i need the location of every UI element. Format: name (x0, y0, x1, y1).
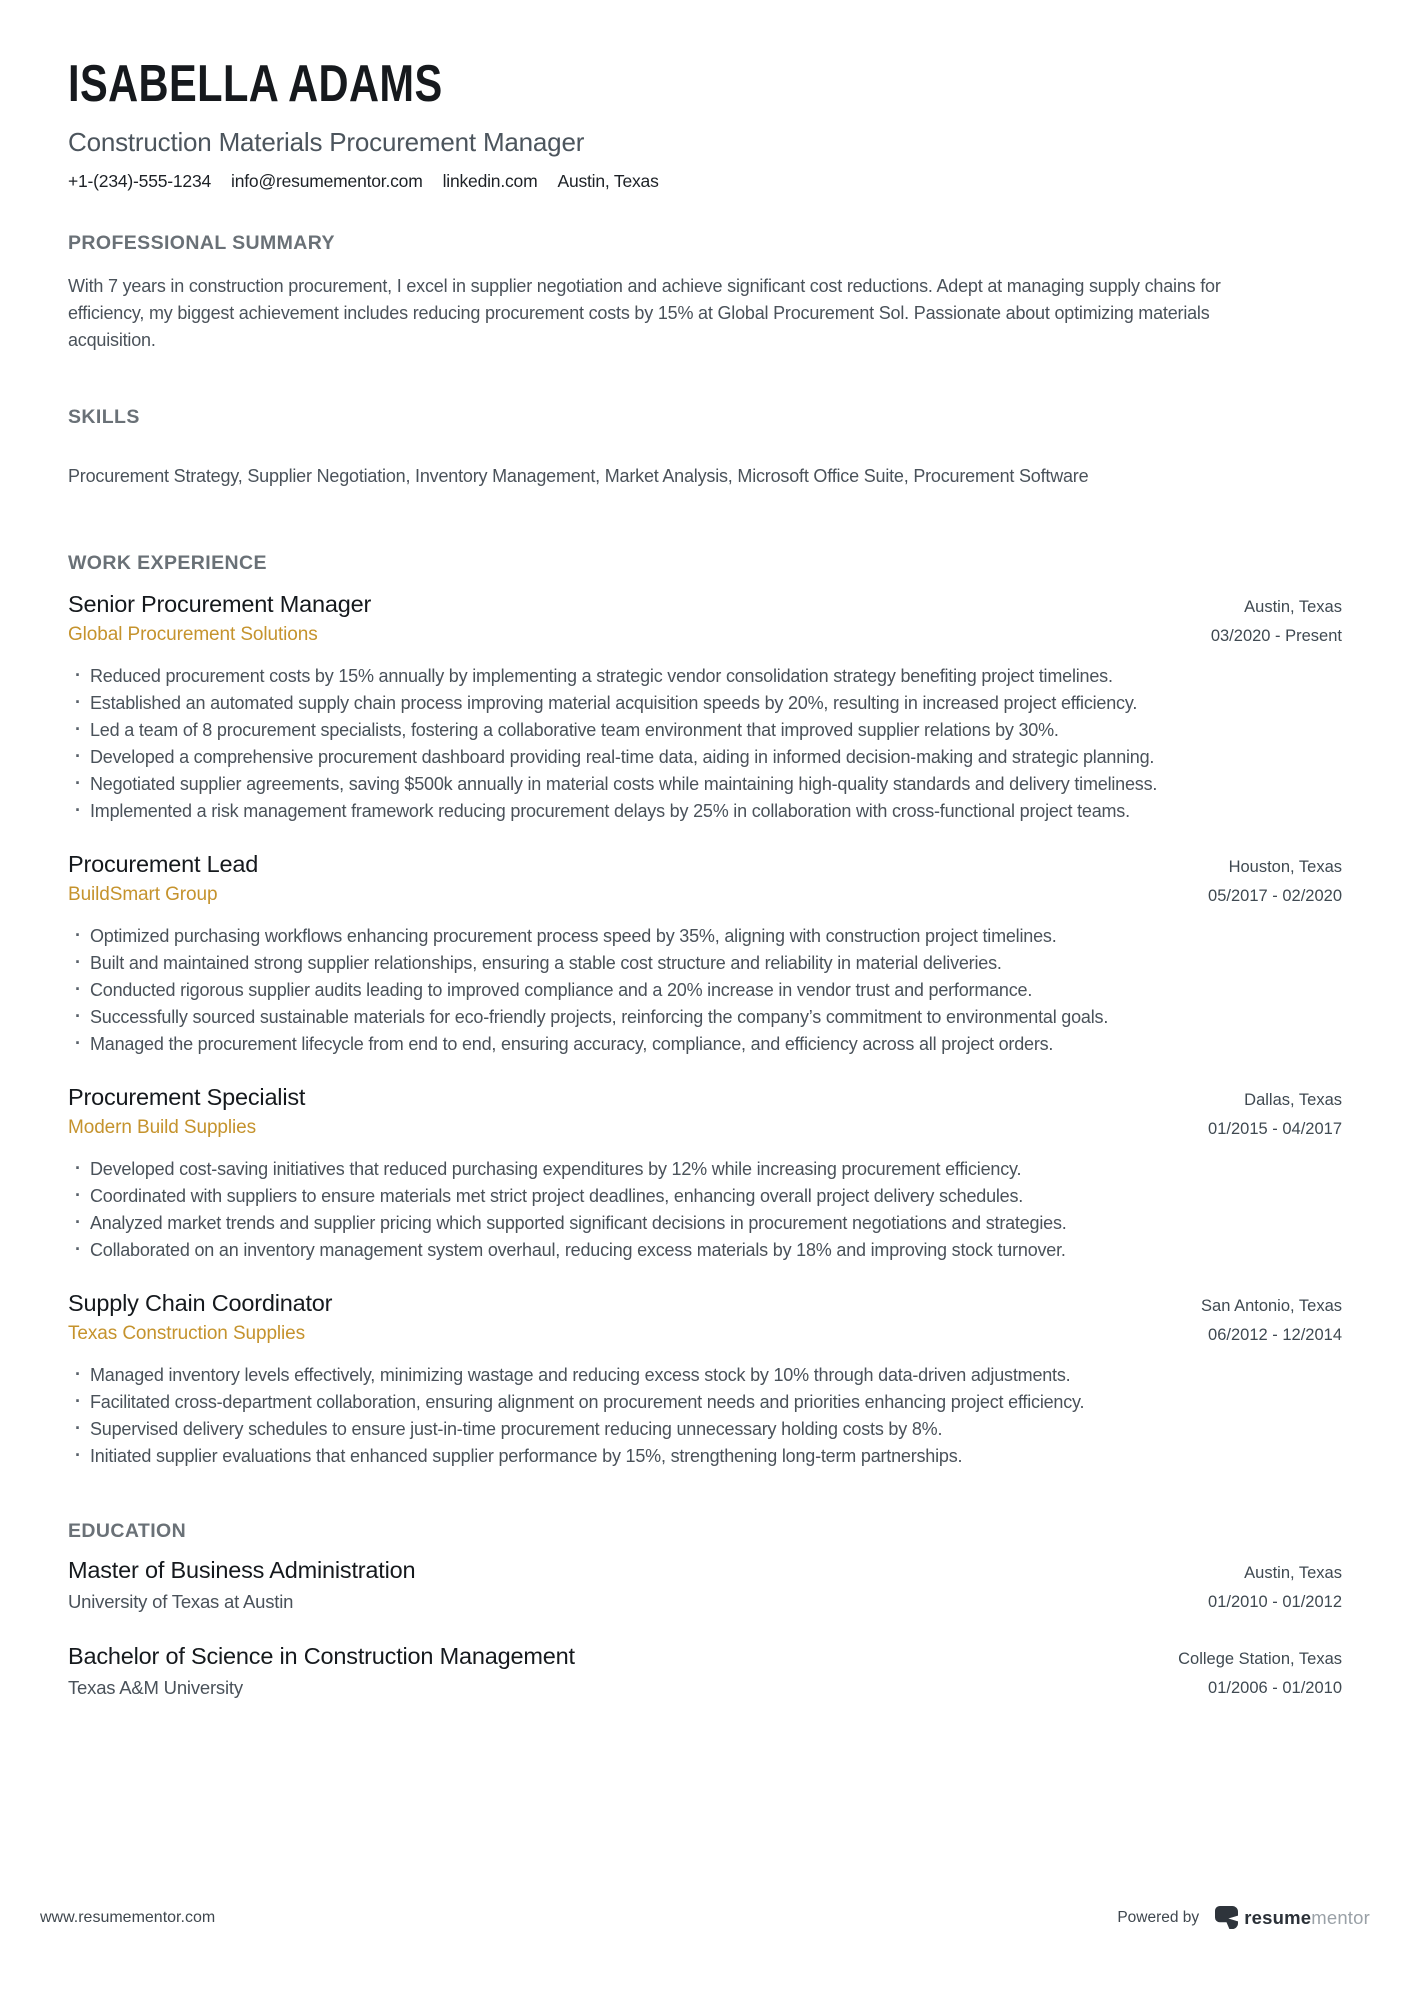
bullet-item: · Managed the procurement lifecycle from end to end, ensuring accuracy, compliance, and efficiency across all project orders. (68, 1031, 1178, 1058)
section-work-experience (68, 552, 1342, 1470)
job-dates: 03/2020 - Present (1210, 627, 1342, 646)
resume-header (68, 56, 1342, 192)
job-company: Modern Build Supplies (68, 1117, 257, 1139)
education-meta (1208, 1557, 1342, 1617)
candidate-name: ISABELLA ADAMS (68, 55, 443, 113)
job-title: Procurement Specialist (68, 1084, 306, 1111)
job-title: Procurement Lead (68, 851, 259, 878)
education-header (68, 1557, 1342, 1617)
job-bullets (68, 663, 1178, 825)
education-location: Austin, Texas (1244, 1564, 1342, 1583)
bullet-item: · Led a team of 8 procurement specialists, fostering a collaborative team environment that improved supplier relations by 30%. (68, 717, 1178, 744)
job-location: Austin, Texas (1244, 598, 1342, 617)
brand-text-bold: resume (1244, 1906, 1312, 1928)
job-location: San Antonio, Texas (1201, 1297, 1342, 1316)
job-entry (68, 1084, 1342, 1264)
education-meta (1178, 1643, 1342, 1703)
resumementor-logo[interactable] (1215, 1906, 1370, 1929)
job-bullets (68, 923, 1178, 1058)
education-entry (68, 1557, 1342, 1617)
job-meta (1201, 1290, 1342, 1350)
job-header (68, 1290, 1342, 1350)
phone-number: +1-(234)-555-1234 (68, 171, 212, 192)
candidate-job-title: Construction Materials Procurement Manager (68, 127, 585, 158)
job-bullets (68, 1362, 1178, 1470)
education-location: College Station, Texas (1178, 1650, 1342, 1669)
contact-row (68, 171, 1342, 192)
skills-heading: SKILLS (68, 406, 140, 429)
job-dates: 06/2012 - 12/2014 (1208, 1326, 1342, 1345)
school-name: Texas A&M University (68, 1677, 243, 1699)
job-meta (1208, 1084, 1342, 1144)
section-education (68, 1520, 1342, 1703)
job-entry (68, 1290, 1342, 1470)
bullet-item: · Established an automated supply chain process improving material acquisition speeds by 20%, resulting in increased project efficiency. (68, 690, 1178, 717)
school-name: University of Texas at Austin (68, 1591, 294, 1613)
bullet-item: · Facilitated cross-department collaboration, ensuring alignment on procurement needs and priorities enhancing project efficiency. (68, 1389, 1178, 1416)
job-entry (68, 851, 1342, 1058)
degree-title: Bachelor of Science in Construction Management (68, 1643, 575, 1670)
education-heading: EDUCATION (68, 1520, 187, 1543)
bullet-item: · Initiated supplier evaluations that enhanced supplier performance by 15%, strengthening long-term partnerships. (68, 1443, 1178, 1470)
job-dates: 05/2017 - 02/2020 (1208, 887, 1342, 906)
job-meta (1208, 851, 1342, 911)
job-company: BuildSmart Group (68, 884, 218, 906)
skills-list: Procurement Strategy, Supplier Negotiation, Inventory Management, Market Analysis, Microsoft Office Suite, Procurement Software (68, 466, 1089, 487)
degree-title: Master of Business Administration (68, 1557, 416, 1584)
summary-text: With 7 years in construction procurement, I excel in supplier negotiation and achieve significant cost reductions. Adept at managing supply chains for efficiency, my biggest achievement includes reducing procurement costs by 15% at Global Procurement Sol. Passionate about optimizing materials acquisition. (68, 276, 1221, 351)
experience-heading: WORK EXPERIENCE (68, 552, 267, 575)
bullet-item: · Managed inventory levels effectively, minimizing wastage and reducing excess stock by 10% through data-driven adjustments. (68, 1362, 1178, 1389)
brand-text-light: mentor (1311, 1906, 1370, 1928)
education-dates: 01/2006 - 01/2010 (1208, 1679, 1342, 1698)
education-header (68, 1643, 1342, 1703)
job-title: Senior Procurement Manager (68, 591, 372, 618)
bullet-item: · Reduced procurement costs by 15% annually by implementing a strategic vendor consolidation strategy benefiting project timelines. (68, 663, 1178, 690)
job-dates: 01/2015 - 04/2017 (1208, 1120, 1342, 1139)
job-meta (1211, 591, 1342, 651)
job-location: Houston, Texas (1228, 858, 1342, 877)
bullet-item: · Negotiated supplier agreements, saving $500k annually in material costs while maintaining high-quality standards and delivery timeliness. (68, 771, 1178, 798)
bullet-item: · Conducted rigorous supplier audits leading to improved compliance and a 20% increase in vendor trust and performance. (68, 977, 1178, 1004)
bullet-item: · Coordinated with suppliers to ensure materials met strict project deadlines, enhancing overall project delivery schedules. (68, 1183, 1178, 1210)
brand-text (1244, 1907, 1370, 1929)
education-entry (68, 1643, 1342, 1703)
job-location: Dallas, Texas (1244, 1091, 1342, 1110)
email-address[interactable]: info@resumementor.com (231, 171, 423, 192)
bullet-item: · Supervised delivery schedules to ensure just-in-time procurement reducing unnecessary holding costs by 8%. (68, 1416, 1178, 1443)
contact-location: Austin, Texas (557, 171, 659, 192)
footer-url[interactable]: www.resumementor.com (40, 1908, 216, 1926)
summary-heading: PROFESSIONAL SUMMARY (68, 232, 335, 255)
bullet-item: · Successfully sourced sustainable materials for eco-friendly projects, reinforcing the company’s commitment to environmental goals. (68, 1004, 1178, 1031)
job-title: Supply Chain Coordinator (68, 1290, 333, 1317)
job-company: Texas Construction Supplies (68, 1323, 306, 1345)
bullet-item: · Developed a comprehensive procurement dashboard providing real-time data, aiding in informed decision-making and strategic planning. (68, 744, 1178, 771)
job-company: Global Procurement Solutions (68, 624, 318, 646)
education-dates: 01/2010 - 01/2012 (1208, 1593, 1342, 1612)
job-header (68, 851, 1342, 911)
section-skills (68, 406, 1342, 490)
bullet-item: · Optimized purchasing workflows enhancing procurement process speed by 35%, aligning with construction project timelines. (68, 923, 1178, 950)
job-entry (68, 591, 1342, 825)
section-professional-summary (68, 232, 1342, 354)
job-bullets (68, 1156, 1178, 1264)
bullet-item: · Collaborated on an inventory management system overhaul, reducing excess materials by 18% and improving stock turnover. (68, 1237, 1178, 1264)
bullet-item: · Analyzed market trends and supplier pricing which supported significant decisions in procurement negotiations and strategies. (68, 1210, 1178, 1237)
job-header (68, 1084, 1342, 1144)
powered-by (1117, 1906, 1370, 1929)
page-footer (40, 1906, 1370, 1929)
powered-by-label: Powered by (1117, 1908, 1200, 1926)
job-header (68, 591, 1342, 651)
resumementor-logo-icon (1215, 1906, 1238, 1929)
bullet-item: · Built and maintained strong supplier relationships, ensuring a stable cost structure and reliability in material deliveries. (68, 950, 1178, 977)
linkedin-link[interactable]: linkedin.com (442, 171, 538, 192)
bullet-item: · Implemented a risk management framework reducing procurement delays by 25% in collaboration with cross-functional project teams. (68, 798, 1178, 825)
bullet-item: · Developed cost-saving initiatives that reduced purchasing expenditures by 12% while increasing procurement efficiency. (68, 1156, 1178, 1183)
